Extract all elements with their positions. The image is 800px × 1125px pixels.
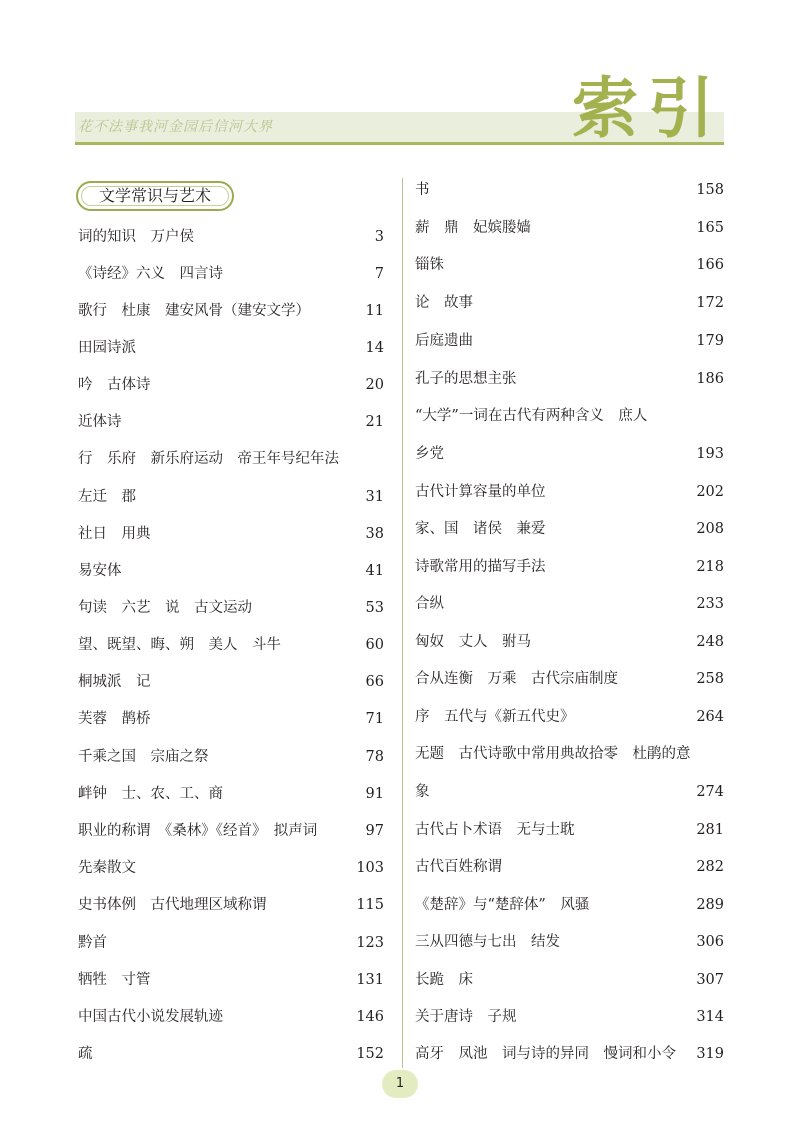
entry-text: 中国古代小说发展轨迹 <box>78 1009 223 1025</box>
index-entry[interactable] <box>78 816 384 846</box>
entry-page: 282 <box>696 859 724 875</box>
index-entry[interactable] <box>78 853 384 883</box>
entry-page: 274 <box>696 784 724 800</box>
index-entry[interactable] <box>415 1002 724 1032</box>
entry-text: 关于唐诗 子规 <box>415 1009 517 1025</box>
index-entry[interactable] <box>415 326 724 356</box>
entry-text: 疏 <box>78 1046 93 1062</box>
entry-text: 先秦散文 <box>78 860 136 876</box>
entry-page: 208 <box>696 521 724 537</box>
index-entry[interactable] <box>415 890 724 920</box>
entry-page: 165 <box>696 220 724 236</box>
entry-text: 长跪 床 <box>415 972 473 988</box>
index-entry[interactable] <box>415 439 724 469</box>
entry-text: 古代百姓称谓 <box>415 859 502 875</box>
index-entry[interactable] <box>78 1039 384 1069</box>
entry-page: 41 <box>365 563 384 579</box>
index-entry[interactable] <box>78 370 384 400</box>
index-entry[interactable] <box>78 1002 384 1032</box>
index-entry[interactable] <box>415 175 724 205</box>
entry-page: 202 <box>696 484 724 500</box>
entry-page: 11 <box>365 303 384 319</box>
index-entry[interactable] <box>78 259 384 289</box>
entry-page: 123 <box>356 935 384 951</box>
entry-page: 306 <box>696 934 724 950</box>
index-entry[interactable] <box>415 815 724 845</box>
index-entry[interactable] <box>78 407 384 437</box>
index-entry[interactable] <box>415 288 724 318</box>
section-title: 文学常识与艺术 <box>76 181 234 211</box>
index-entry[interactable] <box>415 589 724 619</box>
entry-text: 吟 古体诗 <box>78 377 151 393</box>
index-entry[interactable] <box>78 222 384 252</box>
entry-page: 20 <box>365 377 384 393</box>
index-entry[interactable] <box>78 630 384 660</box>
index-entry[interactable] <box>78 296 384 326</box>
entry-page: 53 <box>365 600 384 616</box>
column-divider <box>402 178 403 1068</box>
entry-text: 古代占卜术语 无与士耽 <box>415 822 575 838</box>
entry-page: 172 <box>696 295 724 311</box>
index-entry[interactable] <box>78 928 384 958</box>
entry-text: 孔子的思想主张 <box>415 371 517 387</box>
entry-text: 社日 用典 <box>78 526 151 542</box>
index-entry[interactable] <box>415 477 724 507</box>
entry-page: 218 <box>696 559 724 575</box>
entry-page: 186 <box>696 371 724 387</box>
entry-text: “大学”一词在古代有两种含义 庶人 <box>415 408 648 424</box>
index-entry[interactable] <box>415 1039 724 1069</box>
index-entry[interactable] <box>415 702 724 732</box>
index-entry[interactable] <box>78 965 384 995</box>
entry-page: 3 <box>374 229 384 245</box>
entry-text: 桐城派 记 <box>78 674 151 690</box>
entry-text: 家、国 诸侯 兼爱 <box>415 521 546 537</box>
entry-text: 乡党 <box>415 446 444 462</box>
entry-text: 象 <box>415 784 430 800</box>
entry-text: 《楚辞》与“楚辞体” 风骚 <box>415 897 590 913</box>
entry-text: 诗歌常用的描写手法 <box>415 559 546 575</box>
index-entry[interactable] <box>78 704 384 734</box>
entry-text: 书 <box>415 182 430 198</box>
entry-text: 望、既望、晦、朔 美人 斗牛 <box>78 637 281 653</box>
entry-text: 易安体 <box>78 563 122 579</box>
entry-text: 左迁 郡 <box>78 489 136 505</box>
entry-page: 264 <box>696 709 724 725</box>
entry-page: 258 <box>696 671 724 687</box>
entry-text: 牺牲 寸管 <box>78 972 151 988</box>
entry-page: 91 <box>365 786 384 802</box>
entry-text: 芙蓉 鹊桥 <box>78 711 151 727</box>
entry-page: 21 <box>365 414 384 430</box>
index-entry[interactable] <box>415 664 724 694</box>
entry-text: 后庭遗曲 <box>415 333 473 349</box>
index-entry[interactable] <box>415 927 724 957</box>
entry-page: 248 <box>696 634 724 650</box>
entry-page: 103 <box>356 860 384 876</box>
entry-page: 314 <box>696 1009 724 1025</box>
entry-text: 衅钟 士、农、工、商 <box>78 786 223 802</box>
entry-page: 115 <box>356 897 384 913</box>
entry-page: 7 <box>374 266 384 282</box>
index-entry[interactable] <box>415 364 724 394</box>
entry-text: 千乘之国 宗庙之祭 <box>78 749 209 765</box>
index-entry[interactable] <box>415 514 724 544</box>
entry-page: 14 <box>365 340 384 356</box>
entry-page: 97 <box>365 823 384 839</box>
index-entry[interactable] <box>78 593 384 623</box>
entry-page: 281 <box>696 822 724 838</box>
entry-text: 黔首 <box>78 935 107 951</box>
index-entry[interactable] <box>415 852 724 882</box>
entry-page: 233 <box>696 596 724 612</box>
entry-page: 193 <box>696 446 724 462</box>
entry-page: 166 <box>696 257 724 273</box>
entry-page: 307 <box>696 972 724 988</box>
entry-text: 句读 六艺 说 古文运动 <box>78 600 252 616</box>
index-entry[interactable] <box>78 556 384 586</box>
entry-text: 近体诗 <box>78 414 122 430</box>
page-number: 1 <box>382 1070 418 1098</box>
index-entry[interactable] <box>78 519 384 549</box>
entry-page: 289 <box>696 897 724 913</box>
entry-text: 史书体例 古代地理区域称谓 <box>78 897 267 913</box>
index-entry[interactable] <box>415 401 724 431</box>
entry-page: 66 <box>365 674 384 690</box>
page-title: 索引 <box>572 70 724 147</box>
index-entry[interactable] <box>415 552 724 582</box>
entry-text: 职业的称谓 《桑林》《经首》 拟声词 <box>78 823 318 839</box>
index-entry[interactable] <box>415 250 724 280</box>
index-entry[interactable] <box>415 777 724 807</box>
index-entry[interactable] <box>78 667 384 697</box>
index-entry[interactable] <box>78 779 384 809</box>
index-entry[interactable] <box>78 890 384 920</box>
index-entry[interactable] <box>78 482 384 512</box>
entry-text: 无题 古代诗歌中常用典故拾零 杜鹃的意 <box>415 746 691 762</box>
entry-text: 匈奴 丈人 驸马 <box>415 634 531 650</box>
entry-page: 71 <box>365 711 384 727</box>
entry-page: 179 <box>696 333 724 349</box>
entry-text: 薪 鼎 妃嫔媵嫱 <box>415 220 531 236</box>
entry-text: 合从连衡 万乘 古代宗庙制度 <box>415 671 618 687</box>
index-entry[interactable] <box>415 739 724 769</box>
calligraphy-decoration: 花不法事我河金园后信河大界 <box>78 119 273 135</box>
index-entry[interactable] <box>415 213 724 243</box>
entry-page: 38 <box>365 526 384 542</box>
entry-page: 319 <box>696 1046 724 1062</box>
entry-text: 田园诗派 <box>78 340 136 356</box>
entry-text: 高牙 凤池 词与诗的异同 慢词和小令 <box>415 1046 676 1062</box>
entry-text: 锱铢 <box>415 257 444 273</box>
index-entry[interactable] <box>78 333 384 363</box>
index-entry[interactable] <box>415 965 724 995</box>
index-entry[interactable] <box>78 444 384 474</box>
entry-page: 131 <box>356 972 384 988</box>
entry-text: 行 乐府 新乐府运动 帝王年号纪年法 <box>78 451 339 467</box>
entry-text: 论 故事 <box>415 295 473 311</box>
index-entry[interactable] <box>78 742 384 772</box>
entry-page: 31 <box>365 489 384 505</box>
entry-text: 歌行 杜康 建安风骨（建安文学） <box>78 303 310 319</box>
entry-page: 78 <box>365 749 384 765</box>
entry-page: 146 <box>356 1009 384 1025</box>
entry-text: 《诗经》六义 四言诗 <box>78 266 223 282</box>
entry-page: 152 <box>356 1046 384 1062</box>
entry-page: 158 <box>696 182 724 198</box>
entry-text: 序 五代与《新五代史》 <box>415 709 575 725</box>
entry-text: 三从四德与七出 结发 <box>415 934 560 950</box>
index-entry[interactable] <box>415 627 724 657</box>
entry-page: 60 <box>365 637 384 653</box>
entry-text: 古代计算容量的单位 <box>415 484 546 500</box>
entry-text: 合纵 <box>415 596 444 612</box>
entry-text: 词的知识 万户侯 <box>78 229 194 245</box>
